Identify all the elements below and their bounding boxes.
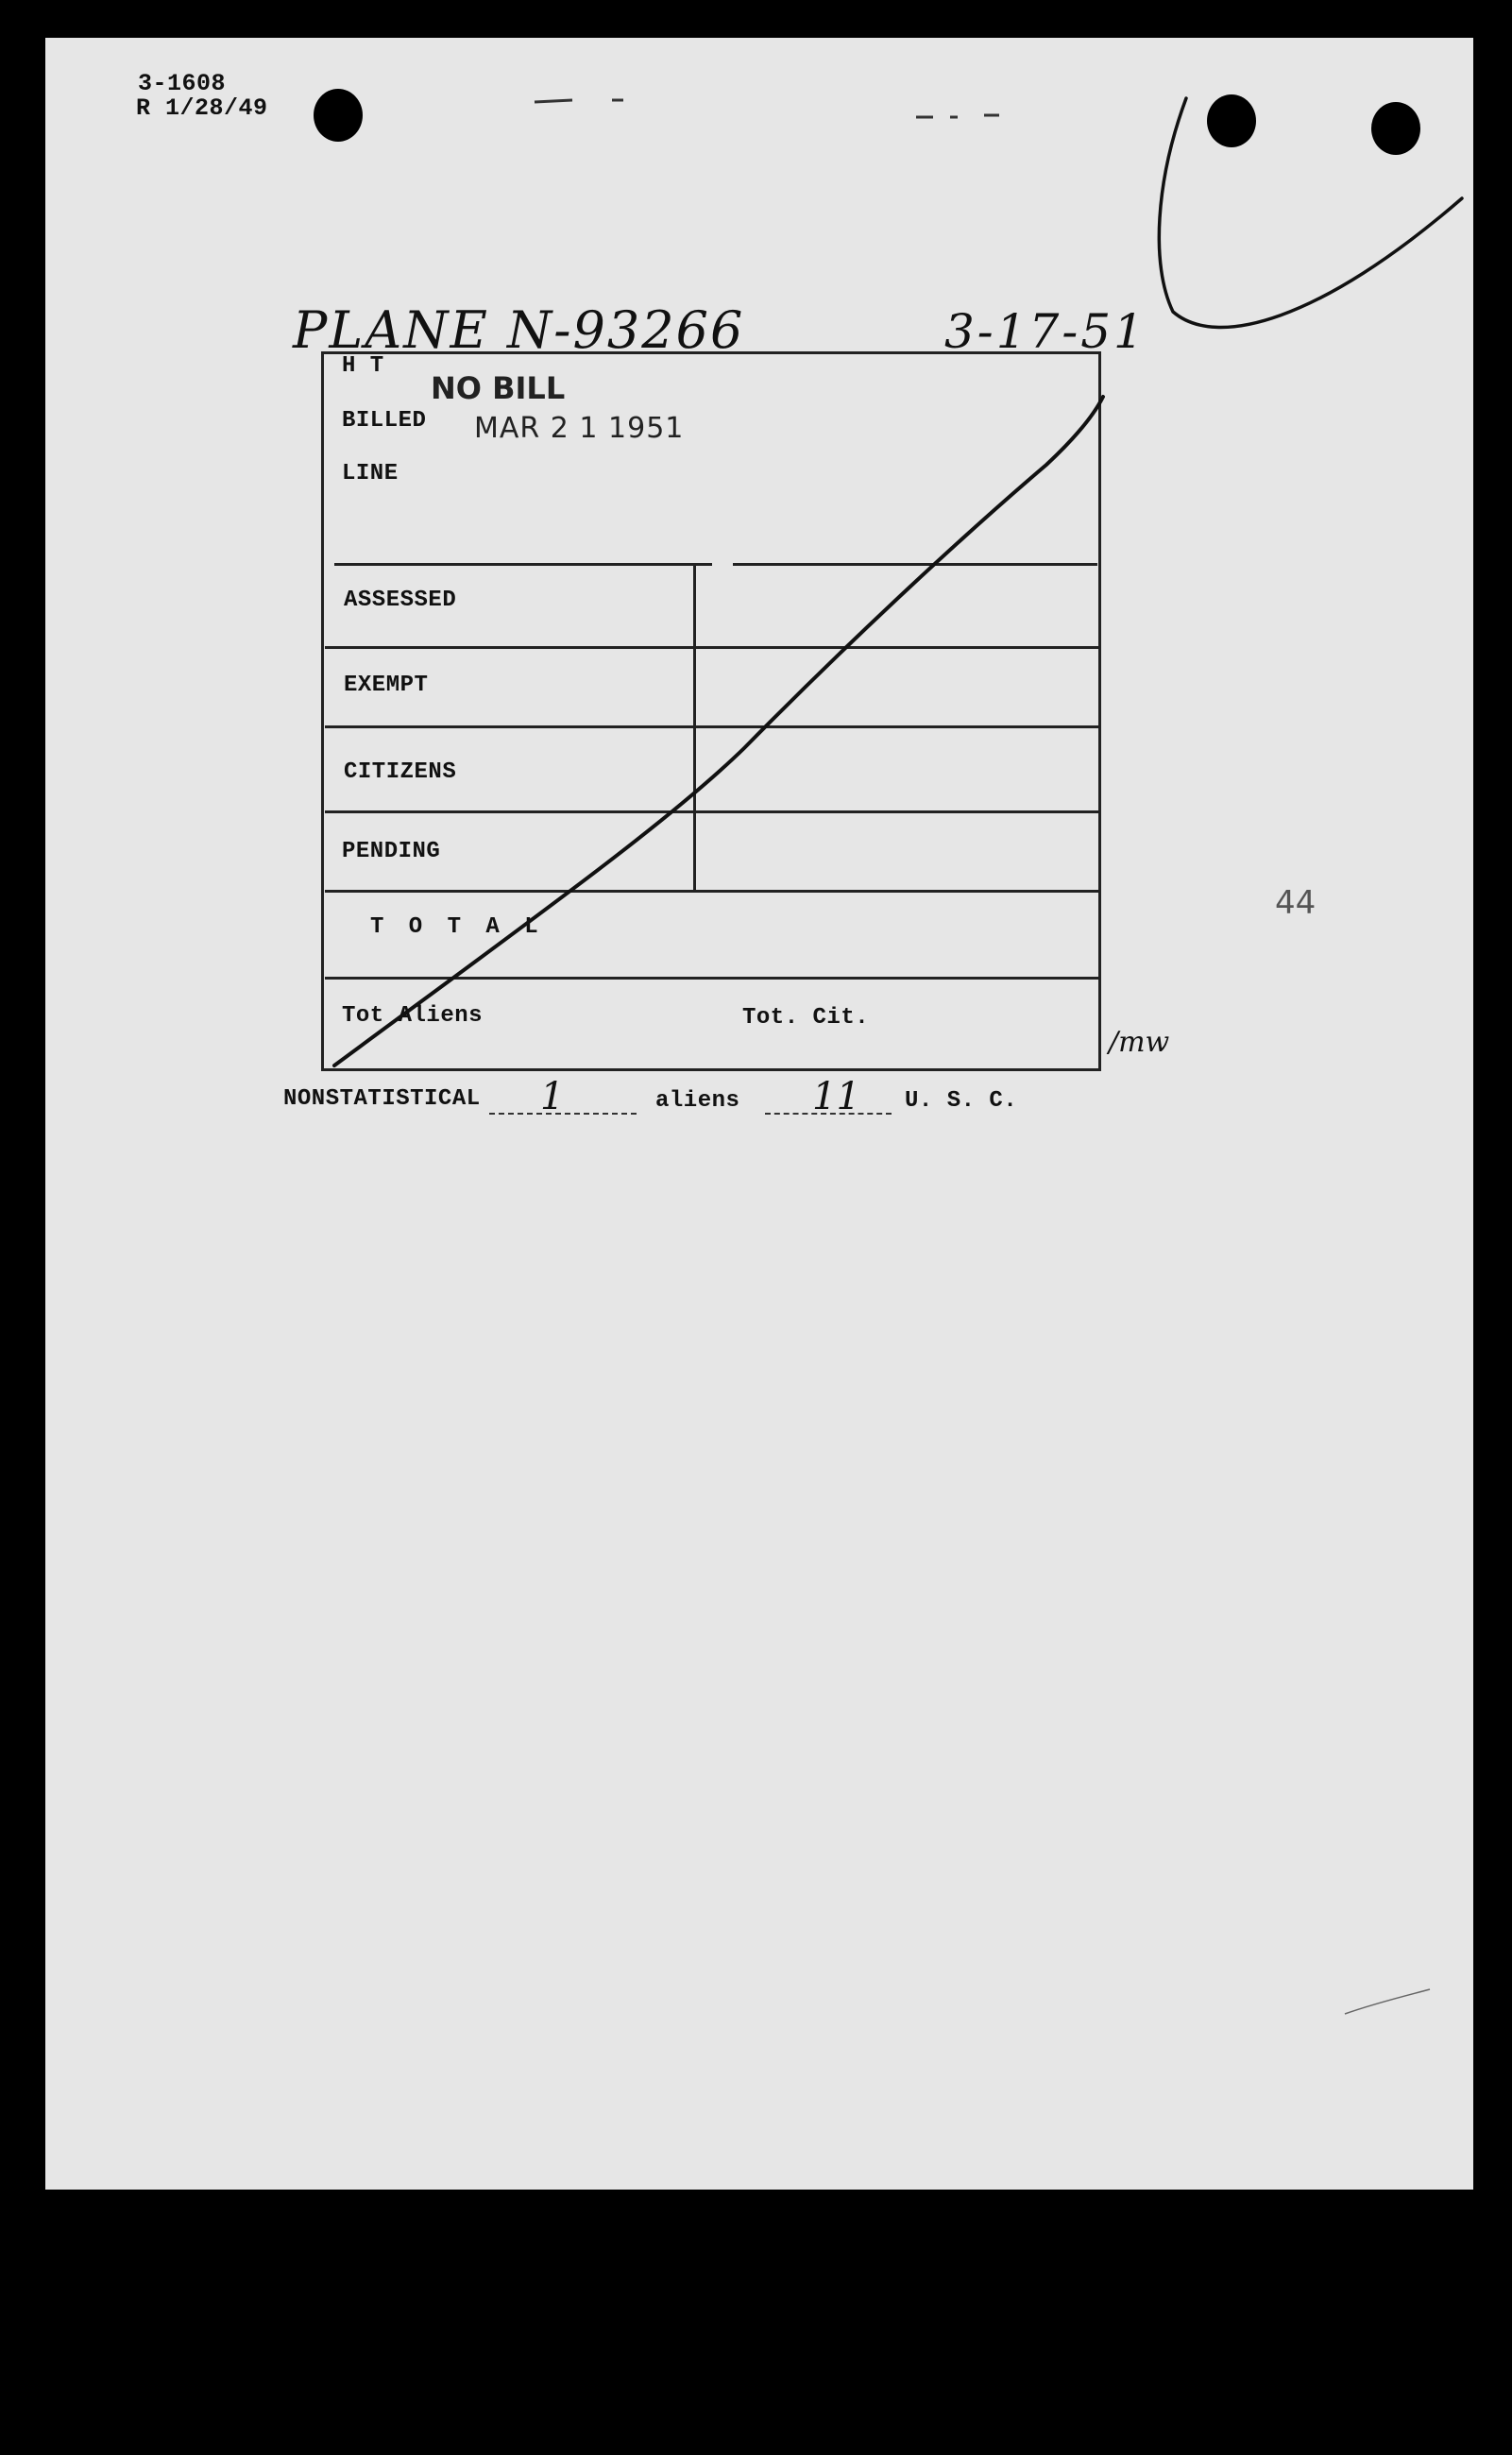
form-revision: R 1/28/49	[136, 94, 268, 122]
top-scratch-1	[535, 100, 623, 102]
label-assessed: ASSESSED	[344, 588, 457, 613]
plane-number: PLANE N-93266	[293, 300, 745, 360]
document-page	[45, 38, 1473, 2190]
no-bill-stamp: NO BILL	[431, 370, 566, 406]
label-aliens: aliens	[655, 1088, 740, 1114]
label-line: LINE	[342, 461, 399, 486]
label-tot-cit: Tot. Cit.	[742, 1005, 870, 1031]
label-citizens: CITIZENS	[344, 759, 457, 785]
initials: /mw	[1109, 1026, 1170, 1059]
label-ht: H T	[342, 353, 384, 379]
entry-date: 3-17-51	[944, 304, 1147, 359]
label-exempt: EXEMPT	[344, 673, 429, 698]
label-pending: PENDING	[342, 839, 441, 864]
label-usc: U. S. C.	[905, 1088, 1018, 1114]
top-scratch-2	[916, 115, 999, 117]
label-billed: BILLED	[342, 408, 427, 434]
right-margin-scratch	[1345, 1989, 1430, 2014]
date-stamp: MAR 2 1 1951	[474, 412, 685, 445]
form-number: 3-1608	[138, 70, 227, 97]
label-tot-aliens: Tot Aliens	[342, 1003, 484, 1029]
label-total: T O T A L	[370, 914, 544, 940]
nonstat-aliens-count: 1	[540, 1075, 565, 1118]
nonstat-usc-count: 11	[812, 1075, 860, 1118]
check-mark-curve	[1159, 98, 1462, 328]
label-nonstatistical: NONSTATISTICAL	[283, 1086, 481, 1112]
pen-marks	[45, 38, 1473, 2190]
margin-number: 44	[1275, 884, 1317, 922]
diagonal-strike-line	[334, 397, 1103, 1066]
